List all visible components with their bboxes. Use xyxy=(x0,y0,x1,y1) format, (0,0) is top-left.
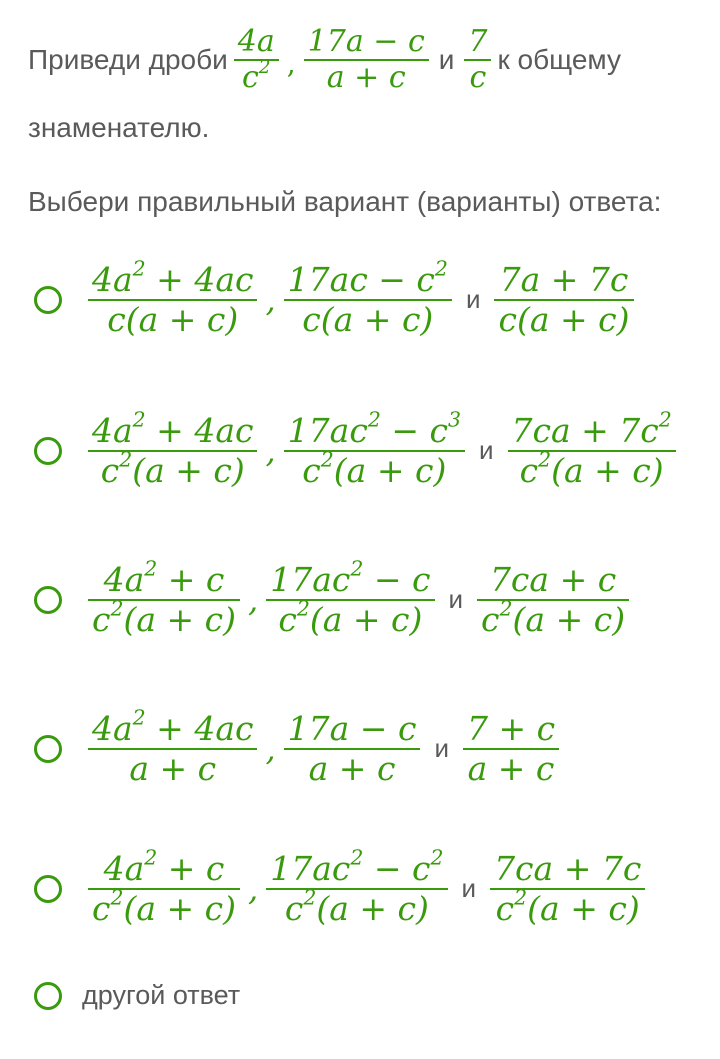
fraction-numerator: $17ac^2 - c^2$ xyxy=(270,845,444,888)
answer-and: и xyxy=(478,435,494,466)
fraction-denominator: c(a + c) xyxy=(498,299,630,339)
fraction-numerator: $4a^2 + c$ xyxy=(103,556,225,599)
radio-button[interactable] xyxy=(34,875,62,903)
fraction-denominator: a + c xyxy=(326,60,406,95)
answer-fraction-f3 xyxy=(477,561,629,639)
fraction-denominator: $c^2(a + c)$ xyxy=(481,596,626,639)
answer-comma: , xyxy=(248,869,259,908)
fraction-denominator: a + c xyxy=(129,748,217,788)
option-3[interactable] xyxy=(34,556,635,639)
prompt-line-1 xyxy=(28,14,708,106)
option-4[interactable] xyxy=(34,705,565,788)
fraction-denominator: $c^2(a + c)$ xyxy=(92,596,237,639)
task-prompt xyxy=(28,14,708,143)
fraction-numerator: 7ca + 7c xyxy=(494,849,642,888)
option-2[interactable] xyxy=(34,407,682,490)
prompt-fraction-1 xyxy=(234,25,279,96)
fraction-numerator: 7ca + c xyxy=(489,560,617,599)
fraction-numerator: $4a^2 + 4ac$ xyxy=(92,256,254,299)
fraction-denominator: $c^2(a + c)$ xyxy=(92,885,237,928)
fraction-numerator: 17a − c xyxy=(307,23,425,59)
fraction-numerator: $17ac - c^2$ xyxy=(287,256,448,299)
answer-fraction-f3 xyxy=(508,407,676,490)
prompt-and: и xyxy=(438,44,455,75)
fraction-denominator: a + c xyxy=(467,748,555,788)
answer-fraction-f3 xyxy=(494,261,633,339)
fraction-numerator: $7ca + 7c^2$ xyxy=(511,407,672,450)
radio-button[interactable] xyxy=(34,735,62,763)
prompt-fraction-2 xyxy=(304,25,429,96)
fraction-numerator: $4a^2 + 4ac$ xyxy=(92,705,254,748)
answer-and: и xyxy=(465,284,481,315)
radio-button[interactable] xyxy=(34,586,62,614)
answer-comma: , xyxy=(248,580,259,619)
answer-and: и xyxy=(448,584,464,615)
fraction-denominator: $c^2(a + c)$ xyxy=(100,447,245,490)
fraction-denominator: $c^2(a + c)$ xyxy=(519,447,664,490)
answer-fraction-f1 xyxy=(88,705,257,788)
answer-and: и xyxy=(461,873,477,904)
answer-fraction-f1 xyxy=(88,556,240,639)
option-1[interactable] xyxy=(34,256,640,339)
fraction-denominator: $c^2(a + c)$ xyxy=(278,596,423,639)
answer-expression xyxy=(82,407,682,490)
fraction-denominator: c xyxy=(469,60,487,95)
answer-fraction-f1 xyxy=(88,407,257,490)
fraction-denominator: c(a + c) xyxy=(302,299,434,339)
fraction-numerator: $4a^2 + 4ac$ xyxy=(92,407,254,450)
answer-fraction-f1 xyxy=(88,845,240,928)
prompt-line-2: знаменателю. xyxy=(28,112,210,143)
answer-fraction-f2 xyxy=(266,845,447,928)
answer-comma: , xyxy=(265,280,276,319)
prompt-text-after: к общему xyxy=(497,44,621,75)
option-5[interactable] xyxy=(34,845,651,928)
answer-expression xyxy=(82,705,565,788)
fraction-denominator: $c^2(a + c)$ xyxy=(302,447,447,490)
prompt-text-before: Приведи дроби xyxy=(28,44,228,75)
answer-fraction-f3 xyxy=(463,710,559,788)
fraction-denominator: $c^2(a + c)$ xyxy=(495,885,640,928)
question-text: Выбери правильный вариант (варианты) ответа: xyxy=(28,186,662,217)
fraction-numerator: 7a + 7c xyxy=(499,260,629,299)
answer-expression xyxy=(82,556,635,639)
fraction-numerator: 7 xyxy=(468,23,488,59)
fraction-denominator: a + c xyxy=(308,748,396,788)
fraction-numerator: $4a^2 + c$ xyxy=(103,845,225,888)
fraction-numerator: $17ac^2 - c$ xyxy=(270,556,431,599)
radio-button[interactable] xyxy=(34,982,62,1010)
answer-expression xyxy=(82,256,640,339)
fraction-denominator: $c^2$ xyxy=(241,57,271,95)
prompt-comma: , xyxy=(286,47,296,80)
answer-comma: , xyxy=(265,431,276,470)
answer-fraction-f2 xyxy=(284,407,465,490)
answer-and: и xyxy=(434,733,449,764)
answer-fraction-f3 xyxy=(490,850,645,928)
other-answer-label: другой ответ xyxy=(82,980,241,1010)
answer-comma: , xyxy=(265,729,276,768)
fraction-numerator: 4a xyxy=(237,23,275,59)
answer-fraction-f2 xyxy=(284,256,452,339)
fraction-denominator: $c^2(a + c)$ xyxy=(284,885,429,928)
fraction-numerator: 17a − c xyxy=(287,709,417,748)
answer-fraction-f2 xyxy=(284,710,421,788)
prompt-fraction-3 xyxy=(464,25,491,96)
radio-button[interactable] xyxy=(34,286,62,314)
answer-expression xyxy=(82,845,651,928)
answer-fraction-f2 xyxy=(266,556,434,639)
answer-fraction-f1 xyxy=(88,256,257,339)
fraction-numerator: $17ac^2 - c^3$ xyxy=(287,407,461,450)
radio-button[interactable] xyxy=(34,437,62,465)
fraction-numerator: 7 + c xyxy=(466,709,556,748)
option-other[interactable] xyxy=(34,980,240,1011)
fraction-denominator: c(a + c) xyxy=(107,299,239,339)
